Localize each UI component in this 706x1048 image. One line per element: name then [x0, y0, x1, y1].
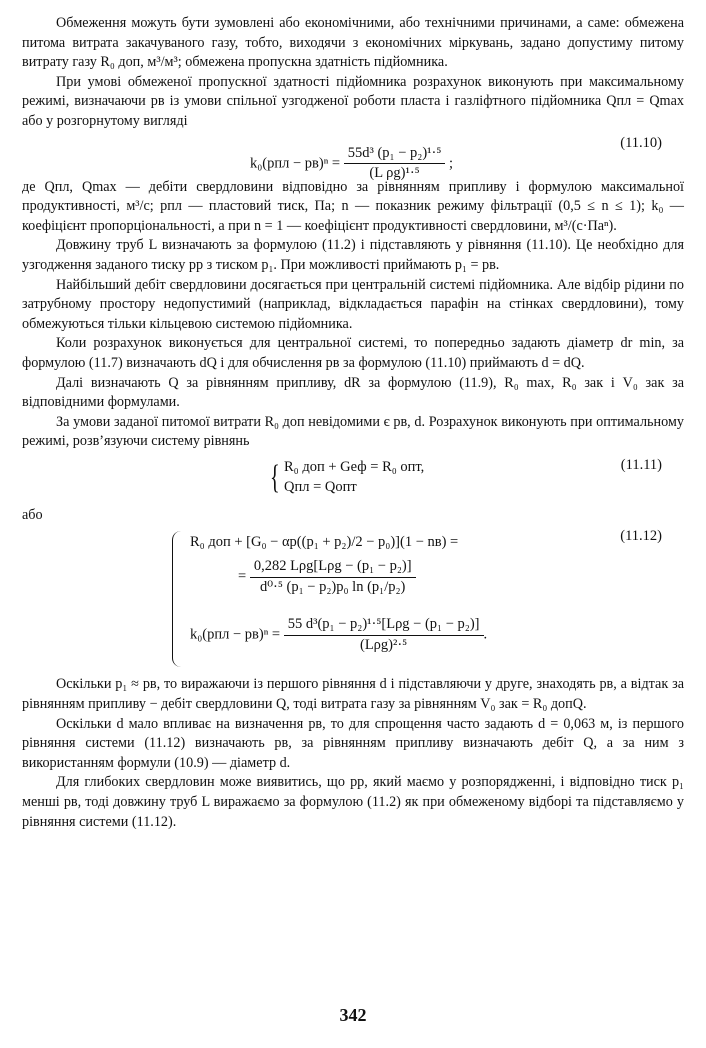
- eq1012-line1: R₀ доп + [G₀ − αр((p₁ + p₂)/2 − p₀)](1 − nв) =: [190, 534, 459, 551]
- eq1012-line2: = $\frac{\text{0,282 Lρg[Lρg − (p₁ − p₂)]}}{\text{d⁰·⁵ (p₁ − p₂)p₀ ln (p₁/p₂)}}$: [238, 557, 416, 597]
- eq1012-line2-numerator: 0,282 Lρg[Lρg − (p₁ − p₂)]: [253, 558, 412, 575]
- eq1010-fraction: [344, 144, 446, 184]
- paragraph-2: При умові обмеженої пропускної здатності підйомника розрахунок виконують при максимальному режимі, визначаючи pв із умови спільної узгодженої роботи пласта і газліфтного підйомника Qпл = Qmax або у розгорнутому вигляді: [22, 73, 684, 129]
- eq1010-lhs: k₀(pпл − pв)ⁿ =: [250, 154, 341, 171]
- equation-11-10: [22, 134, 684, 182]
- paragraph-3: де Qпл, Qmax — дебіти свердловини відповідно за рівнянням припливу і формулою максимальної продуктивності, м³/с; pпл — пластовий тиск, Па; n — показник режиму фільтрації (0,5 ≤ n ≤ 1); k₀ — коефіцієнт пропорціональності, а при n = 1 — коефіцієнт продуктивності свердловини, м³/(с·Паⁿ).: [22, 178, 684, 234]
- equation-11-12: [22, 527, 684, 675]
- eq1012-line3-denominator: (Lρg)²·⁵: [284, 635, 484, 656]
- paragraph-10: Оскільки p₁ ≈ pв, то виражаючи із першого рівняння d і підставляючи у друге, знаходять pв, а відтак за рівнянням припливу − дебіт свердловини Q, тоді витрата газу за рівнянням V₀ зак = R₀ допQ.: [22, 676, 684, 713]
- eq1011-brace: {: [270, 458, 280, 496]
- paragraph-9: або: [22, 506, 43, 523]
- eq1012-number: (11.12): [620, 528, 662, 545]
- eq1011-line2: Qпл = Qопт: [284, 478, 357, 495]
- equation-11-11: [22, 456, 684, 506]
- eq1010-tail: ;: [449, 154, 454, 171]
- eq1012-brace: [172, 531, 181, 667]
- eq1012-line3-fraction: [284, 615, 484, 655]
- page-number: 342: [339, 1005, 367, 1025]
- paragraph-6: Коли розрахунок виконується для центральної системі, то попередньо задають діаметр dr min, за формулою (11.7) визначають dQ і для обчислення pв за формулою (11.10) приймають d = dQ.: [22, 335, 684, 371]
- paragraph-1: Обмеження можуть бути зумовлені або економічними, або технічними причинами, а саме: обмежена питома витрата закачуваного газу, тобто, виходячи з економічних міркувань, задано допустиму питому витрату газу R₀ доп, м³/м³; обмежена пропускна здатність підйомника.: [22, 15, 684, 71]
- eq1012-line2-fraction: [250, 557, 416, 597]
- paragraph-5: Найбільший дебіт свердловини досягається при центральній системі підйомника. Але відбір рідини по затрубному простору недопустимий (наприклад, відкладається парафін на стінках свердловини), тому обмежуються тільки кільцевою системою підйомника.: [22, 276, 684, 332]
- eq1012-line3-lhs: k₀(pпл − pв)ⁿ =: [190, 626, 281, 643]
- paragraph-7: Далі визначають Q за рівнянням припливу, dR за формулою (11.9), R₀ max, R₀ зак і V₀ зак за відповідними формулами.: [22, 374, 684, 411]
- eq1010-number: (11.10): [620, 134, 662, 151]
- eq1012-line3-numerator: 55 d³(p₁ − p₂)¹·⁵[Lρg − (p₁ − p₂)]: [287, 616, 480, 633]
- eq1010-denominator: (L ρg)¹·⁵: [344, 163, 446, 184]
- paragraph-12: Для глибоких свердловин може виявитись, що pр, який маємо у розпорядженні, і відповідно тиск p₁ менші pв, тоді довжину труб L виражаємо за формулою (11.2) як при обмеженому відборі та підставляємо у рівняння системи (11.12).: [22, 774, 684, 830]
- eq1011-line1: R₀ доп + Gеф = R₀ опт,: [284, 458, 425, 475]
- eq1012-line3: k₀(pпл − pв)ⁿ = $\frac{\text{55 d³(p₁ − p₂)¹·⁵[Lρg − (p₁ − p₂)]}}{\text{(Lρg)²·⁵}}$ .: [190, 615, 487, 655]
- paragraph-4: Довжину труб L визначають за формулою (11.2) і підставляють у рівняння (11.10). Це необхідно для узгодження заданого тиску pр з тиском p₁. При можливості приймають p₁ = pв.: [22, 237, 684, 273]
- eq1012-line2-denominator: d⁰·⁵ (p₁ − p₂)p₀ ln (p₁/p₂): [250, 577, 416, 598]
- paragraph-11: Оскільки d мало впливає на визначення pв, то для спрощення часто задають d = 0,063 м, із першого рівняння системи (11.12) визначають pв, за рівнянням припливу визначають дебіт Q, а за ним з використанням формули (10.9) — діаметр d.: [22, 715, 684, 771]
- paragraph-8: За умови заданої питомої витрати R₀ доп невідомими є pв, d. Розрахунок виконують при оптимальному режимі, розв’язуючи систему рівнянь: [22, 413, 684, 450]
- eq1011-number: (11.11): [620, 456, 662, 473]
- eq1010-numerator: 55d³ (p₁ − p₂)¹·⁵: [347, 144, 442, 161]
